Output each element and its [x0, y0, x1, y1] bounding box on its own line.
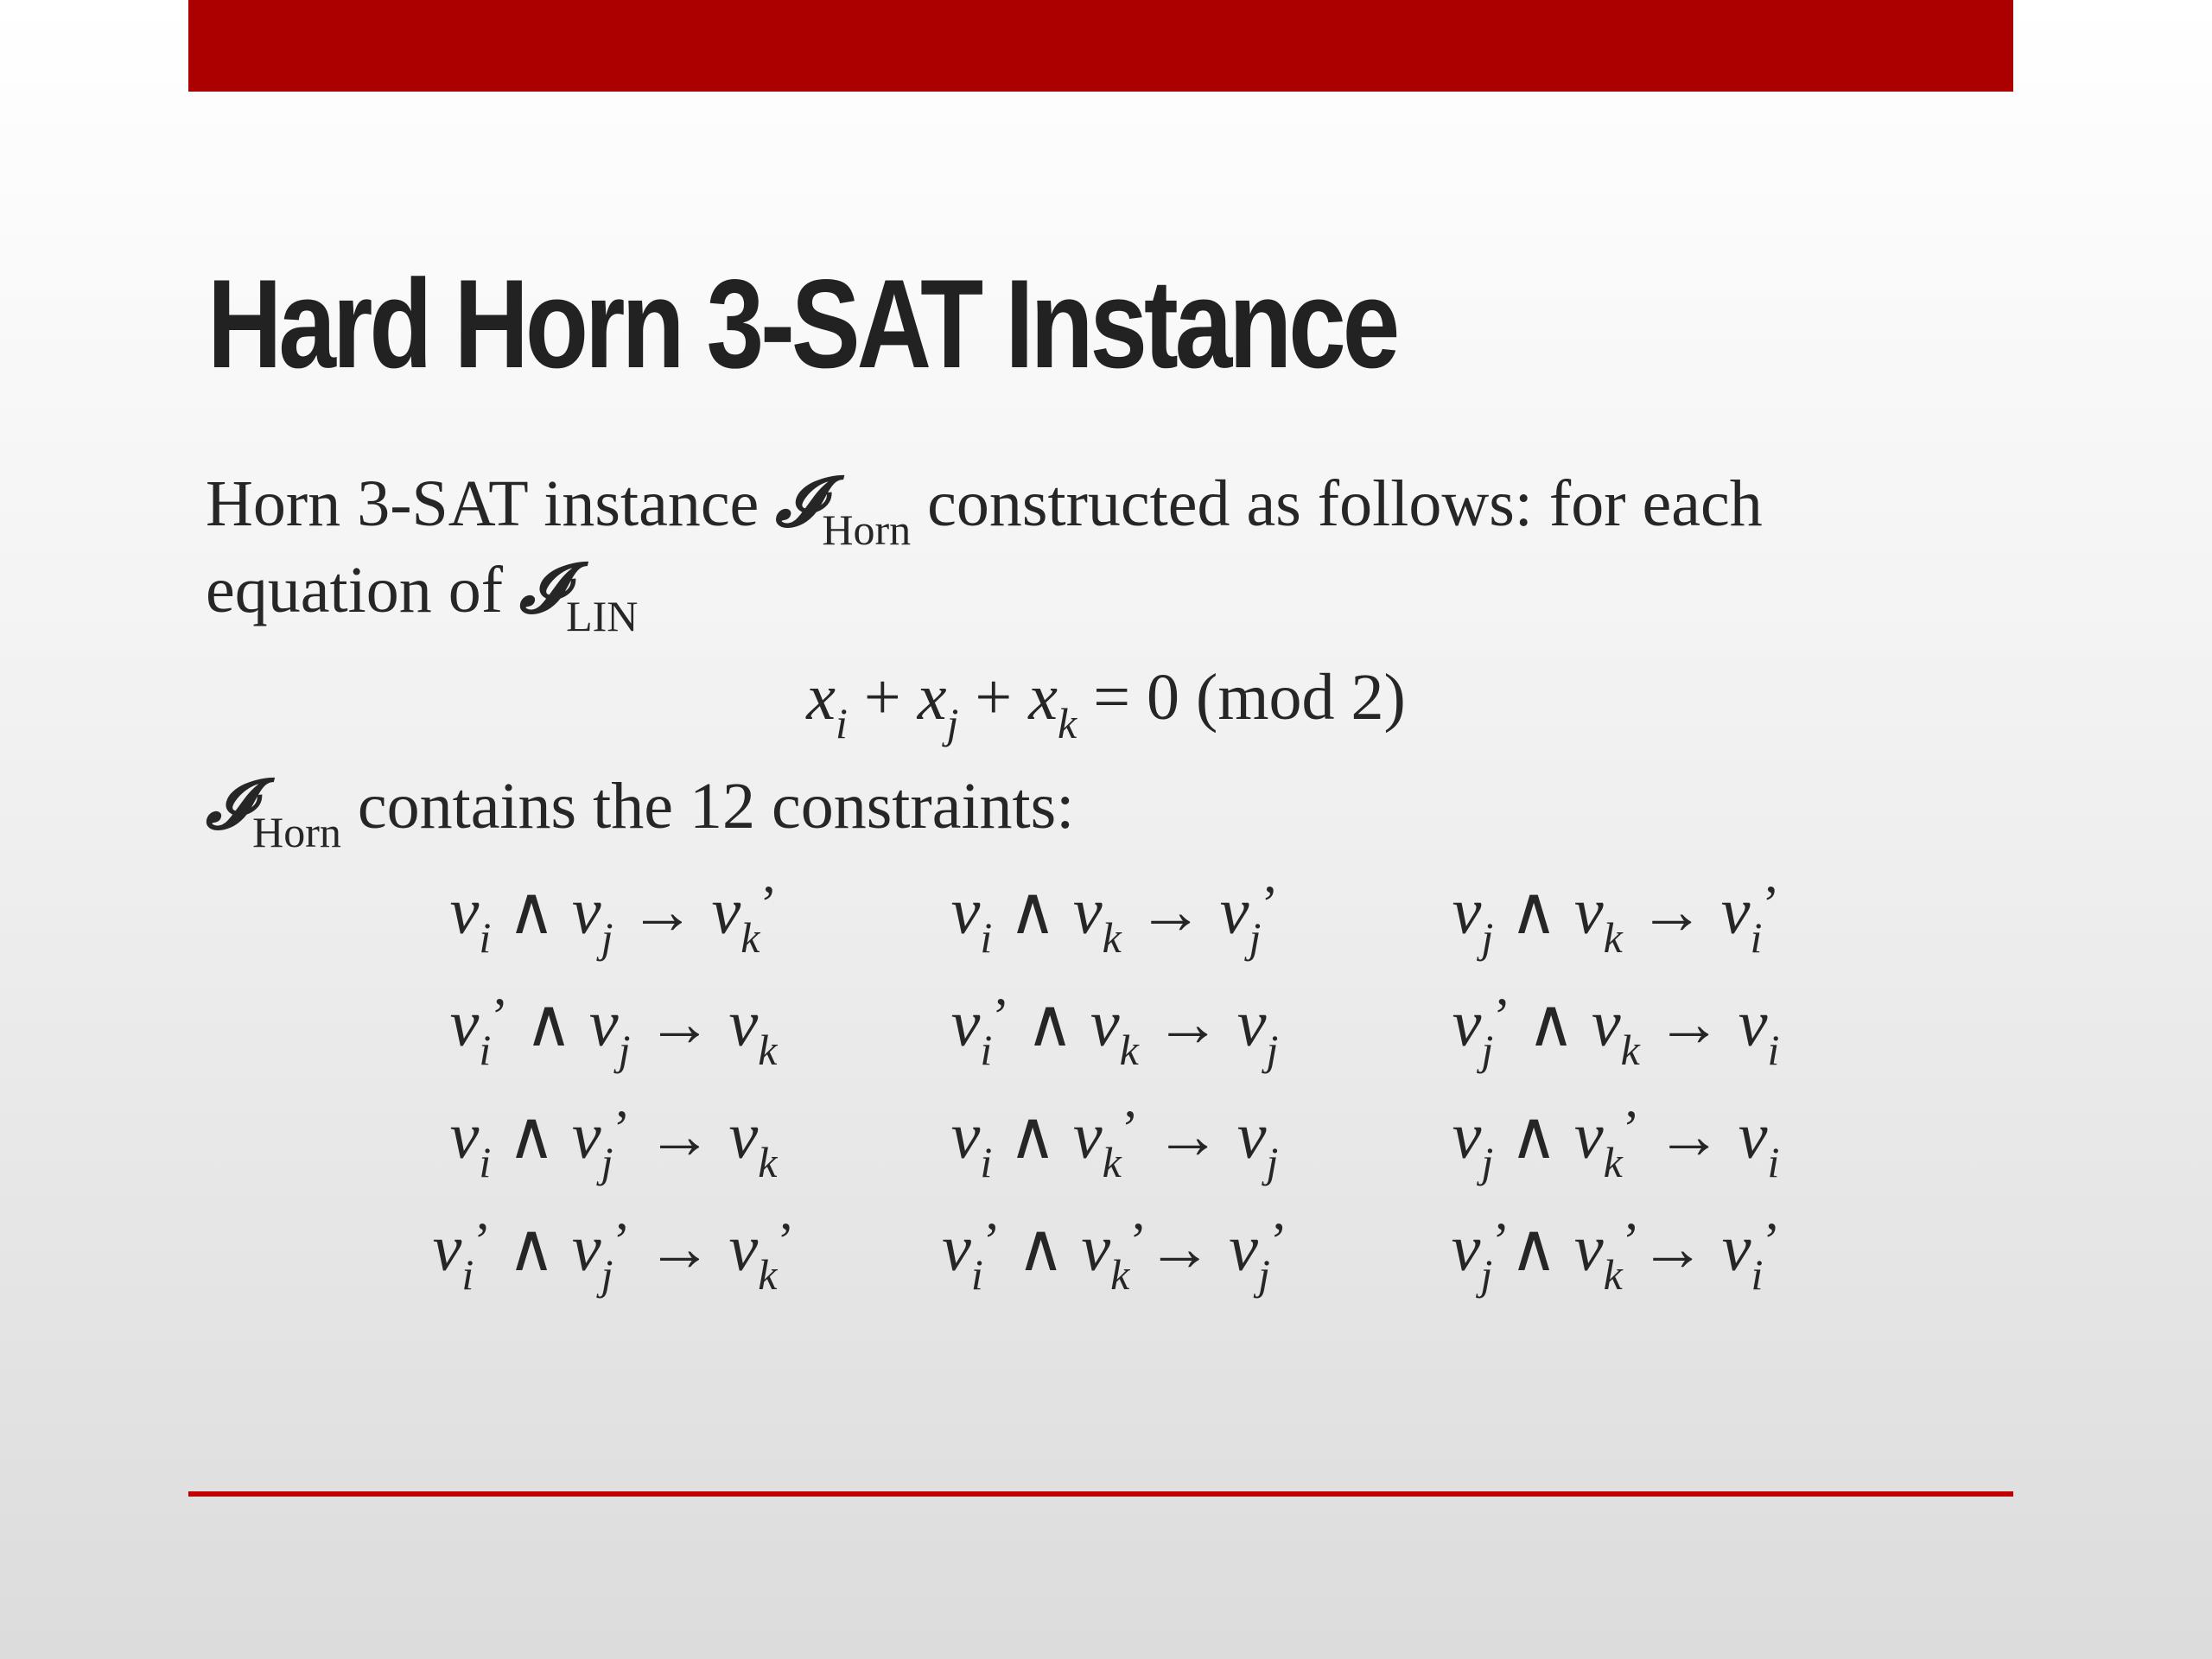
constraint-3-3: $v_j$ ∧ $v_k$’ → $v_i$ [1452, 1100, 1780, 1186]
instance-symbol: 𝓘 [775, 461, 823, 542]
equation-sub-j: j [946, 699, 959, 747]
instance-subscript: Horn [822, 505, 912, 554]
equation-var-x-j: x [917, 661, 947, 734]
equation-rhs: = 0 (mod 2) [1077, 661, 1406, 734]
intro-paragraph-line2 [206, 544, 2003, 640]
equation-var-x-k: x [1028, 661, 1058, 734]
constraint-4-3: $v_j’\wedge$ $v_k’\to v_i$’ [1451, 1212, 1781, 1299]
constraint-4-1: $v_i$’ ∧ $v_j$’ → $v_k$’ [432, 1212, 795, 1299]
constraint-4-2: $v_i$’ ∧ $v_k’\to v_j$’ [942, 1212, 1287, 1299]
constraint-2-2: $v_i$’ ∧ $v_k \to v_j$ [950, 988, 1279, 1074]
horn-instance-symbol: 𝓘 [206, 763, 253, 844]
constraints-intro [206, 760, 2003, 856]
constraints-intro-text: contains the 12 constraints: [340, 770, 1075, 842]
equation-sub-k: k [1057, 699, 1077, 747]
constraint-1-1: $v_i$ ∧ $v_j \to v_k$’ [449, 875, 778, 962]
intro-prefix: Horn 3-SAT instance [206, 467, 776, 540]
constraints-grid [380, 868, 1849, 1299]
constraint-3-1: $v_i$ ∧ $v_j$’ → $v_k$ [449, 1100, 778, 1186]
constraint-1-2: $v_i$ ∧ $v_k \to v_j$’ [950, 875, 1279, 962]
equation-of-prefix: equation of [206, 554, 520, 626]
constraint-2-1: $v_i$’ ∧ $v_j \to v_k$ [449, 988, 778, 1074]
header-accent-bar [188, 0, 2013, 92]
equation-plus-1: + [847, 661, 918, 734]
lin-instance-symbol: 𝓘 [519, 547, 567, 628]
constraint-3-2: $v_i$ ∧ $v_k$’ → $v_j$ [950, 1100, 1279, 1186]
linear-equation [0, 654, 2212, 747]
intro-suffix: constructed as follows: for each [911, 467, 1763, 540]
equation-plus-2: + [958, 661, 1029, 734]
horn-instance-subscript: Horn [252, 808, 341, 856]
constraint-1-3: $v_j$ ∧ $v_k \to v_i$’ [1452, 875, 1780, 962]
equation-var-x-i: x [806, 661, 836, 734]
lin-instance-subscript: LIN [566, 592, 639, 640]
intro-paragraph-line1 [206, 458, 2003, 554]
footer-rule [188, 1491, 2013, 1497]
slide-title: Hard Horn 3-SAT Instance [207, 253, 1397, 394]
constraint-2-3: $v_j$’ ∧ $v_k \to v_i$ [1452, 988, 1780, 1074]
equation-sub-i: i [835, 699, 848, 747]
